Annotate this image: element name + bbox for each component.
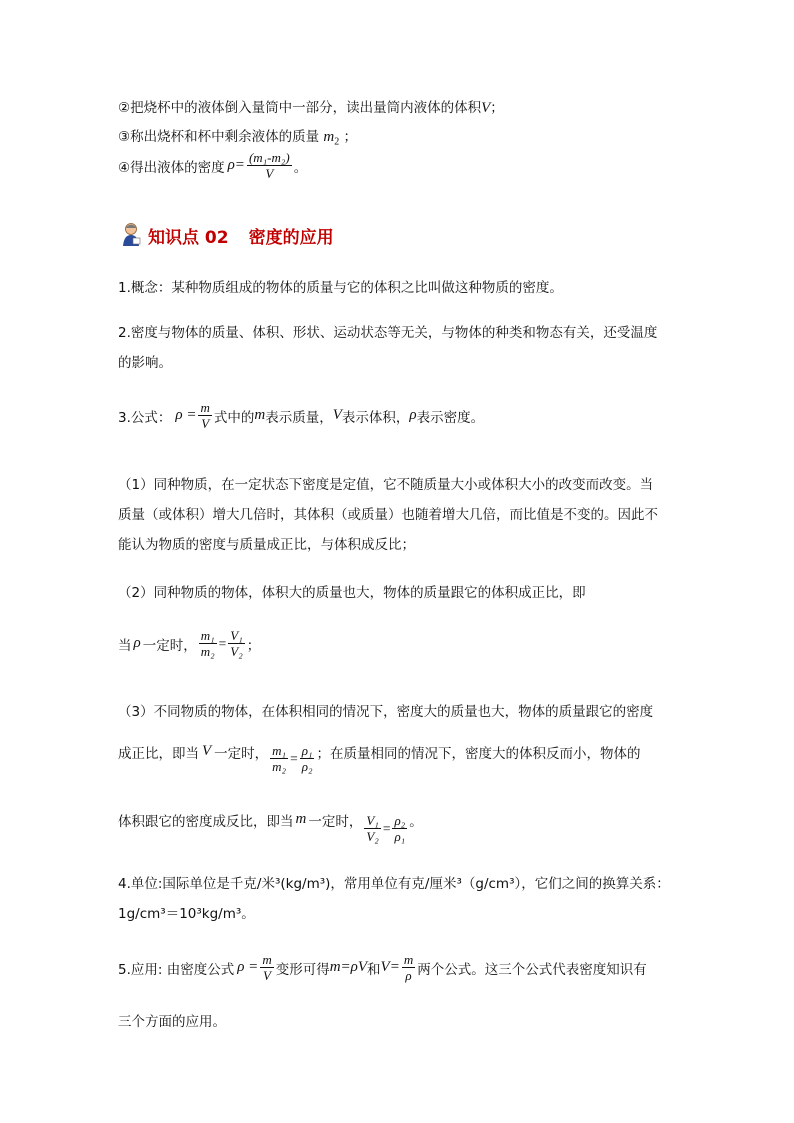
fraction-denominator: m₂ [200,644,215,659]
fraction-numerator: m [200,400,210,415]
paragraph-application-line2: 三个方面的应用。 [118,1014,226,1030]
formula-mass: m=ρV [329,959,368,975]
fraction-denominator: ρ₁ [394,829,406,844]
text: 一定时， [308,813,363,830]
fraction-denominator: V₂ [230,644,243,659]
paragraph-formula [118,400,484,431]
var-m: m [323,129,335,145]
punct: ； [343,129,358,145]
text: 当 [118,637,132,654]
fraction-numerator: m₁ [272,743,287,758]
fraction-v1-v2 [364,813,380,844]
fraction-denominator: ρ [405,968,412,983]
case1-line3: 能认为物质的密度与质量成正比，与体积成反比； [118,537,415,553]
fraction-m1-m2 [270,743,288,774]
rho-symbol: ρ= [227,157,245,173]
rho-symbol: ρ [409,407,417,423]
text: 一定时， [142,637,197,654]
text: 两个公式。这三个公式代表密度知识有 [417,961,647,978]
fraction-denominator: ρ₂ [301,759,313,774]
text: 体积跟它的密度成反比，即当 [118,813,294,830]
var-v: V [202,743,212,759]
text: 表示体积， [341,409,410,426]
case1-line1: （1）同种物质，在一定状态下密度是定值，它不随质量大小或体积大小的改变而改变。当 [118,477,654,493]
rho-symbol: ρ = [237,959,259,975]
var-v: V [481,100,491,116]
fraction-numerator: (m₁-m₂) [248,150,290,165]
fraction-numerator: V₁ [366,813,379,828]
formula-prefix: 3.公式： [118,409,172,426]
punct: ； [246,637,261,654]
paragraph-factors-line1: 2.密度与物体的质量、体积、形状、运动状态等无关，与物体的种类和物态有关，还受温度 [118,325,658,341]
fraction-v1-v2 [228,628,244,659]
fraction-numerator: ρ₁ [301,743,313,758]
heading-title: 密度的应用 [248,227,334,248]
step-2 [118,96,504,117]
density-fraction [247,150,292,181]
punct: 。 [293,159,308,176]
fraction-m-rho [402,952,415,983]
fraction-m-v [260,952,273,983]
fraction-rho2-rho1 [392,813,407,844]
fraction-m1-m2 [199,628,217,659]
fraction-denominator: V₂ [366,829,379,844]
heading-text [148,223,334,248]
var-m: m [254,407,266,423]
fraction-denominator: V [265,166,274,181]
fraction-denominator: V [263,968,271,983]
paragraph-units-line2: 1g/cm³＝10³kg/m³。 [118,906,255,922]
text: ；在质量相同的情况下，密度大的体积反而小，物体的 [316,745,641,762]
step-3 [118,125,357,148]
text: 5.应用: 由密度公式 [118,961,235,978]
var-m: m [295,811,307,827]
punct: ； [490,100,504,116]
fraction-rho1-rho2 [300,743,315,774]
paragraph-units-line1: 4.单位:国际单位是千克/米³(kg/m³)，常用单位有克/厘米³（g/cm³），它们之间的换算关系： [118,876,670,892]
subscript: 2 [334,136,340,148]
fraction-numerator: V₁ [230,628,243,643]
formula-fraction [198,400,211,431]
case2-line1: （2）同种物质的物体，体积大的质量也大，物体的质量跟它的体积成正比，即 [118,585,586,601]
paragraph-concept: 1.概念：某种物质组成的物体的质量与它的体积之比叫做这种物质的密度。 [118,280,563,296]
heading-code: 知识点 02 [148,227,229,248]
punct: 。 [409,813,423,830]
step-2-text: ②把烧杯中的液体倒入量筒中一部分，读出量筒内液体的体积 [118,100,482,116]
case1-line2: 质量（或体积）增大几倍时，其体积（或质量）也随着增大几倍，而比值是不变的。因此不 [118,507,658,523]
fraction-numerator: m [403,952,414,967]
rho-symbol: ρ = [175,407,197,423]
text: 表示密度。 [416,409,485,426]
text: 表示质量， [265,409,333,426]
step-4-text: ④得出液体的密度 [118,159,225,176]
formula-volume: V= [380,959,400,975]
case3-line2: 成正比，即当 V 一定时， $\frac{\text{m₁}}{\text{m₂}}$ = $\frac{\text{ρ₁}}{\text{ρ₂}}$ ；在质量相同的情况下，密度大的体积反而小，物体的 [118,743,641,774]
teacher-icon [120,222,142,248]
fraction-numerator: m [262,952,272,967]
paragraph-factors-line2: 的影响。 [118,355,172,371]
fraction-numerator: ρ₂ [394,813,406,828]
fraction-denominator: V [201,416,210,431]
section-heading [120,222,334,248]
case2-line2: 当 ρ 一定时， $\frac{\text{m₁}}{\text{m₂}}$ = $\frac{\text{V₁}}{\text{V₂}}$ ； [118,628,261,659]
var-v: V [332,407,342,423]
step-4 [118,150,307,181]
case3-line3: 体积跟它的密度成反比，即当 m 一定时， $\frac{\text{V₁}}{\text{V₂}}$ = $\frac{\text{ρ₂}}{\text{ρ₁}}$ 。 [118,811,423,844]
rho-symbol: ρ [133,635,141,651]
case3-line1: （3）不同物质的物体，在体积相同的情况下，密度大的质量也大，物体的质量跟它的密度 [118,704,654,720]
fraction-numerator: m₁ [200,628,215,643]
text: 变形可得 [275,961,330,978]
text: 成正比，即当 [118,745,199,762]
text: 式中的 [213,409,255,426]
fraction-denominator: m₂ [272,759,287,774]
paragraph-application [118,952,647,983]
text: 一定时， [214,745,269,762]
text: 和 [367,961,381,978]
step-3-text: ③称出烧杯和杯中剩余液体的质量 [118,129,320,145]
